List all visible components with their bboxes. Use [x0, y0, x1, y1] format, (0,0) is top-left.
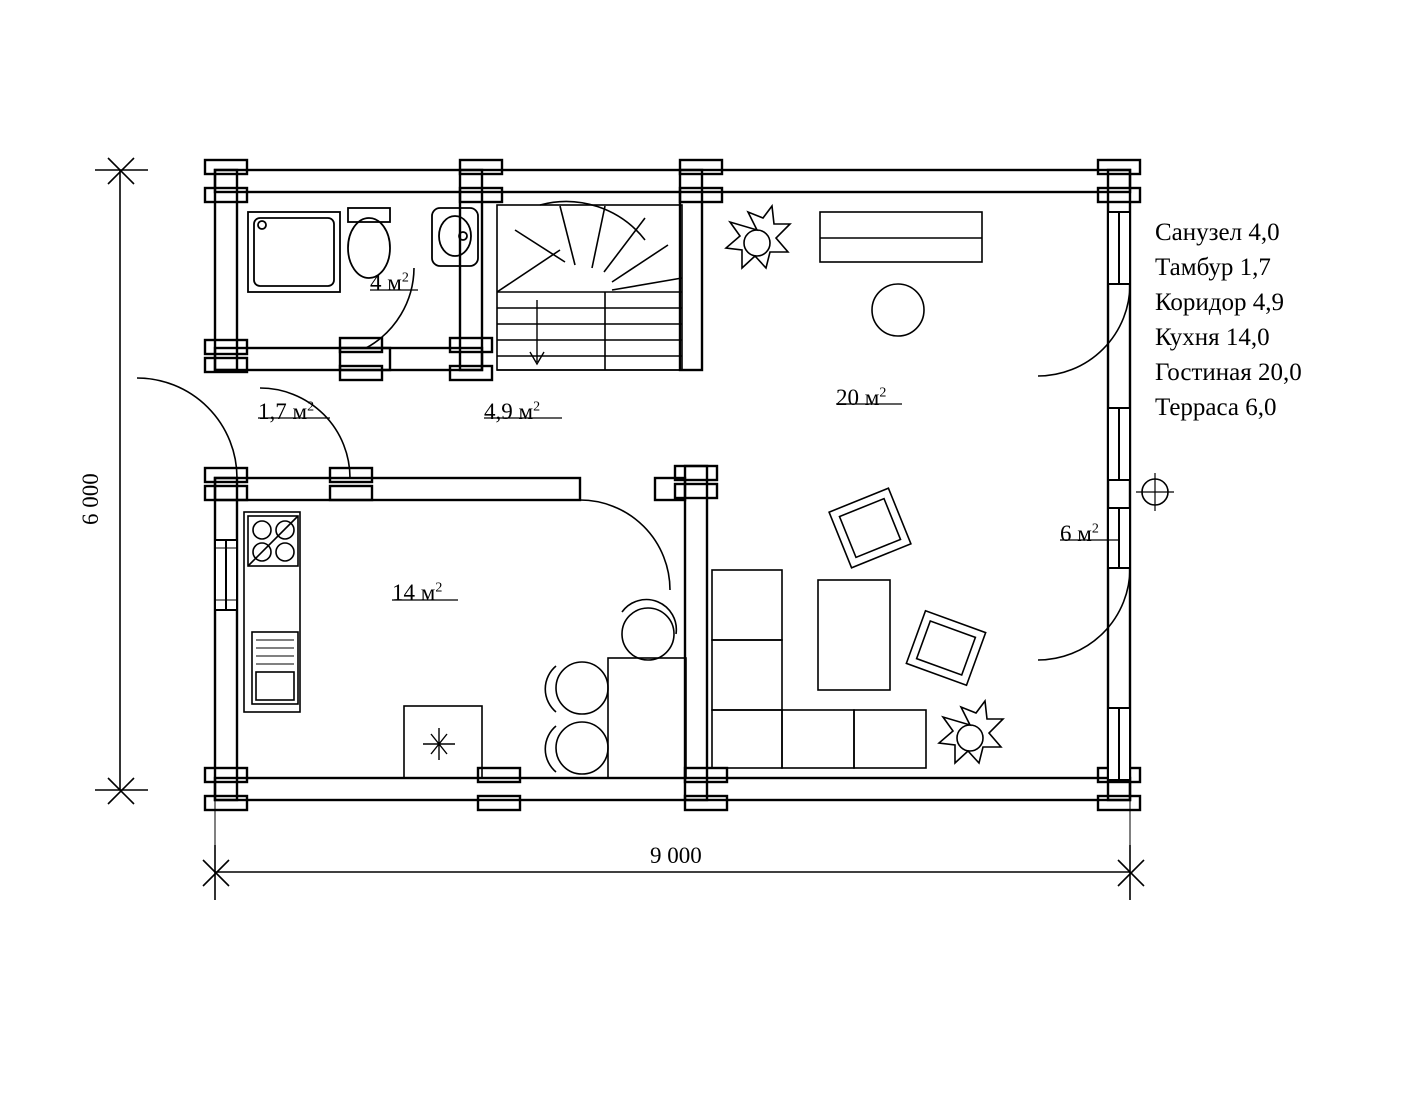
- legend: [1155, 215, 1405, 425]
- legend-item-kitchen: Кухня 14,0: [1155, 324, 1270, 351]
- livingroom-area-label: 20 $м^2$: [836, 385, 887, 410]
- bathroom-area-label: 4 $м^2$: [370, 270, 409, 295]
- overall-width-label: 9 000: [650, 843, 702, 868]
- living-room-furniture: [712, 206, 1003, 768]
- kitchen-furniture: [215, 512, 482, 778]
- legend-item-bathroom: Санузел 4,0: [1155, 219, 1280, 246]
- leader-lines: [258, 290, 1118, 600]
- corridor-area-label: 4,9 $м^2$: [484, 399, 541, 424]
- vestibule-area-label: 1,7 $м^2$: [258, 399, 315, 424]
- kitchen-area-label: 14 $м^2$: [392, 580, 443, 605]
- legend-item-terrace: Терраса 6,0: [1155, 394, 1277, 421]
- legend-item-livingroom: Гостиная 20,0: [1155, 359, 1302, 386]
- legend-item-corridor: Коридор 4,9: [1155, 289, 1285, 316]
- staircase: [497, 202, 682, 370]
- overall-height-label: 6 000: [78, 473, 103, 525]
- windows: [215, 212, 1130, 780]
- plant-icon-2: [939, 701, 1003, 763]
- plant-icon: [726, 206, 790, 268]
- terrace-area-label: 6 $м^2$: [1060, 521, 1099, 546]
- legend-item-vestibule: Тамбур 1,7: [1155, 254, 1271, 281]
- dining-set: [545, 600, 686, 778]
- bathroom-fixtures: [248, 208, 478, 292]
